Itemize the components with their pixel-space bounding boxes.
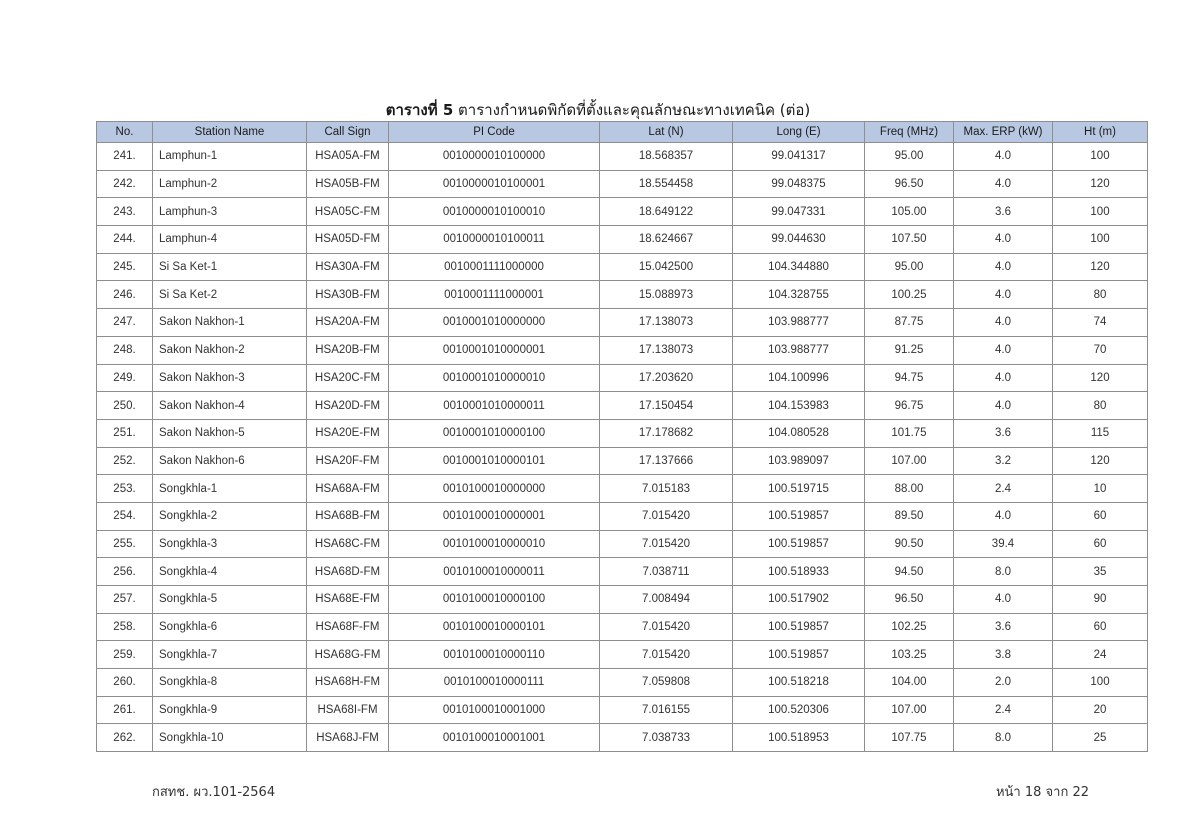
cell-long: 104.344880 bbox=[733, 253, 865, 281]
cell-lat: 7.038733 bbox=[600, 724, 733, 752]
cell-pi-code: 0010100010000100 bbox=[389, 586, 600, 614]
cell-no: 241. bbox=[97, 143, 153, 171]
cell-max-erp: 4.0 bbox=[954, 364, 1053, 392]
cell-station-name: Songkhla-7 bbox=[153, 641, 307, 669]
cell-freq: 94.75 bbox=[865, 364, 954, 392]
cell-no: 243. bbox=[97, 198, 153, 226]
cell-max-erp: 39.4 bbox=[954, 530, 1053, 558]
cell-height: 60 bbox=[1053, 530, 1148, 558]
cell-pi-code: 0010100010001001 bbox=[389, 724, 600, 752]
cell-height: 120 bbox=[1053, 170, 1148, 198]
cell-no: 246. bbox=[97, 281, 153, 309]
cell-long: 104.100996 bbox=[733, 364, 865, 392]
cell-max-erp: 3.6 bbox=[954, 419, 1053, 447]
cell-call-sign: HSA68H-FM bbox=[307, 669, 389, 697]
cell-no: 245. bbox=[97, 253, 153, 281]
cell-long: 104.328755 bbox=[733, 281, 865, 309]
cell-station-name: Sakon Nakhon-5 bbox=[153, 419, 307, 447]
cell-pi-code: 0010000010100001 bbox=[389, 170, 600, 198]
cell-max-erp: 4.0 bbox=[954, 586, 1053, 614]
cell-call-sign: HSA20B-FM bbox=[307, 336, 389, 364]
cell-lat: 17.138073 bbox=[600, 336, 733, 364]
cell-pi-code: 0010100010000111 bbox=[389, 669, 600, 697]
table-row bbox=[97, 558, 1148, 586]
table-row bbox=[97, 364, 1148, 392]
table-row bbox=[97, 447, 1148, 475]
cell-long: 100.518933 bbox=[733, 558, 865, 586]
cell-lat: 7.038711 bbox=[600, 558, 733, 586]
cell-no: 257. bbox=[97, 586, 153, 614]
cell-pi-code: 0010100010000101 bbox=[389, 613, 600, 641]
cell-no: 252. bbox=[97, 447, 153, 475]
table-row bbox=[97, 170, 1148, 198]
table-row bbox=[97, 696, 1148, 724]
cell-height: 60 bbox=[1053, 613, 1148, 641]
cell-max-erp: 3.6 bbox=[954, 198, 1053, 226]
cell-freq: 96.50 bbox=[865, 586, 954, 614]
cell-freq: 101.75 bbox=[865, 419, 954, 447]
cell-pi-code: 0010000010100000 bbox=[389, 143, 600, 171]
table-body bbox=[97, 143, 1148, 752]
col-header-height: Ht (m) bbox=[1053, 122, 1148, 143]
cell-station-name: Songkhla-2 bbox=[153, 502, 307, 530]
cell-freq: 96.75 bbox=[865, 392, 954, 420]
cell-lat: 7.015420 bbox=[600, 502, 733, 530]
table-header-row bbox=[97, 122, 1148, 143]
cell-long: 99.048375 bbox=[733, 170, 865, 198]
table-row bbox=[97, 613, 1148, 641]
cell-lat: 7.016155 bbox=[600, 696, 733, 724]
cell-no: 256. bbox=[97, 558, 153, 586]
cell-long: 99.044630 bbox=[733, 226, 865, 254]
cell-max-erp: 2.0 bbox=[954, 669, 1053, 697]
cell-long: 99.041317 bbox=[733, 143, 865, 171]
cell-station-name: Lamphun-4 bbox=[153, 226, 307, 254]
table-row bbox=[97, 143, 1148, 171]
cell-pi-code: 0010001010000000 bbox=[389, 309, 600, 337]
cell-height: 100 bbox=[1053, 669, 1148, 697]
cell-max-erp: 4.0 bbox=[954, 281, 1053, 309]
cell-station-name: Si Sa Ket-1 bbox=[153, 253, 307, 281]
cell-height: 80 bbox=[1053, 392, 1148, 420]
table-row bbox=[97, 198, 1148, 226]
table-row bbox=[97, 226, 1148, 254]
cell-max-erp: 8.0 bbox=[954, 558, 1053, 586]
cell-lat: 18.649122 bbox=[600, 198, 733, 226]
cell-no: 259. bbox=[97, 641, 153, 669]
cell-height: 74 bbox=[1053, 309, 1148, 337]
document-code: กสทช. ผว.101-2564 bbox=[152, 785, 276, 800]
cell-freq: 89.50 bbox=[865, 502, 954, 530]
cell-pi-code: 0010100010001000 bbox=[389, 696, 600, 724]
cell-max-erp: 2.4 bbox=[954, 696, 1053, 724]
cell-call-sign: HSA05A-FM bbox=[307, 143, 389, 171]
cell-height: 35 bbox=[1053, 558, 1148, 586]
cell-call-sign: HSA20A-FM bbox=[307, 309, 389, 337]
cell-pi-code: 0010001111000001 bbox=[389, 281, 600, 309]
col-header-pi-code: PI Code bbox=[389, 122, 600, 143]
cell-long: 103.989097 bbox=[733, 447, 865, 475]
cell-lat: 18.624667 bbox=[600, 226, 733, 254]
table-row bbox=[97, 530, 1148, 558]
cell-call-sign: HSA05B-FM bbox=[307, 170, 389, 198]
cell-freq: 105.00 bbox=[865, 198, 954, 226]
cell-height: 120 bbox=[1053, 447, 1148, 475]
cell-lat: 7.015420 bbox=[600, 613, 733, 641]
cell-freq: 90.50 bbox=[865, 530, 954, 558]
cell-call-sign: HSA68A-FM bbox=[307, 475, 389, 503]
cell-station-name: Songkhla-4 bbox=[153, 558, 307, 586]
cell-long: 100.520306 bbox=[733, 696, 865, 724]
cell-station-name: Lamphun-3 bbox=[153, 198, 307, 226]
cell-lat: 17.137666 bbox=[600, 447, 733, 475]
cell-long: 100.518953 bbox=[733, 724, 865, 752]
cell-pi-code: 0010100010000110 bbox=[389, 641, 600, 669]
cell-lat: 15.088973 bbox=[600, 281, 733, 309]
table-row bbox=[97, 253, 1148, 281]
cell-freq: 100.25 bbox=[865, 281, 954, 309]
table-row bbox=[97, 392, 1148, 420]
cell-pi-code: 0010001010000101 bbox=[389, 447, 600, 475]
cell-max-erp: 4.0 bbox=[954, 143, 1053, 171]
cell-height: 24 bbox=[1053, 641, 1148, 669]
table-row bbox=[97, 724, 1148, 752]
cell-station-name: Lamphun-2 bbox=[153, 170, 307, 198]
cell-freq: 107.00 bbox=[865, 447, 954, 475]
cell-height: 70 bbox=[1053, 336, 1148, 364]
cell-lat: 17.178682 bbox=[600, 419, 733, 447]
page-number: หน้า 18 จาก 22 bbox=[995, 785, 1089, 800]
cell-max-erp: 3.6 bbox=[954, 613, 1053, 641]
cell-freq: 107.00 bbox=[865, 696, 954, 724]
cell-height: 20 bbox=[1053, 696, 1148, 724]
table-caption-number: ตารางที่ 5 bbox=[385, 101, 454, 119]
cell-freq: 91.25 bbox=[865, 336, 954, 364]
cell-no: 249. bbox=[97, 364, 153, 392]
cell-freq: 94.50 bbox=[865, 558, 954, 586]
cell-max-erp: 4.0 bbox=[954, 226, 1053, 254]
station-table bbox=[96, 121, 1148, 752]
col-header-lat: Lat (N) bbox=[600, 122, 733, 143]
cell-station-name: Si Sa Ket-2 bbox=[153, 281, 307, 309]
cell-long: 100.519857 bbox=[733, 502, 865, 530]
cell-call-sign: HSA68I-FM bbox=[307, 696, 389, 724]
cell-station-name: Songkhla-1 bbox=[153, 475, 307, 503]
cell-lat: 7.008494 bbox=[600, 586, 733, 614]
cell-pi-code: 0010000010100010 bbox=[389, 198, 600, 226]
cell-station-name: Songkhla-6 bbox=[153, 613, 307, 641]
cell-station-name: Sakon Nakhon-3 bbox=[153, 364, 307, 392]
cell-no: 260. bbox=[97, 669, 153, 697]
cell-lat: 7.015420 bbox=[600, 641, 733, 669]
cell-max-erp: 4.0 bbox=[954, 170, 1053, 198]
cell-station-name: Songkhla-10 bbox=[153, 724, 307, 752]
cell-station-name: Sakon Nakhon-1 bbox=[153, 309, 307, 337]
cell-freq: 96.50 bbox=[865, 170, 954, 198]
cell-station-name: Sakon Nakhon-4 bbox=[153, 392, 307, 420]
cell-height: 90 bbox=[1053, 586, 1148, 614]
cell-station-name: Songkhla-5 bbox=[153, 586, 307, 614]
cell-station-name: Songkhla-8 bbox=[153, 669, 307, 697]
table-caption-text: ตารางกำหนดพิกัดที่ตั้งและคุณลักษณะทางเทคนิค (ต่อ) bbox=[453, 101, 811, 119]
cell-pi-code: 0010100010000010 bbox=[389, 530, 600, 558]
cell-lat: 17.150454 bbox=[600, 392, 733, 420]
cell-max-erp: 4.0 bbox=[954, 253, 1053, 281]
cell-no: 255. bbox=[97, 530, 153, 558]
cell-no: 244. bbox=[97, 226, 153, 254]
cell-no: 251. bbox=[97, 419, 153, 447]
cell-call-sign: HSA68C-FM bbox=[307, 530, 389, 558]
table-row bbox=[97, 502, 1148, 530]
col-header-long: Long (E) bbox=[733, 122, 865, 143]
cell-height: 115 bbox=[1053, 419, 1148, 447]
cell-lat: 17.203620 bbox=[600, 364, 733, 392]
cell-lat: 18.554458 bbox=[600, 170, 733, 198]
cell-height: 10 bbox=[1053, 475, 1148, 503]
cell-no: 253. bbox=[97, 475, 153, 503]
cell-freq: 104.00 bbox=[865, 669, 954, 697]
cell-station-name: Songkhla-9 bbox=[153, 696, 307, 724]
cell-height: 100 bbox=[1053, 226, 1148, 254]
cell-call-sign: HSA05D-FM bbox=[307, 226, 389, 254]
cell-max-erp: 4.0 bbox=[954, 309, 1053, 337]
cell-lat: 15.042500 bbox=[600, 253, 733, 281]
cell-max-erp: 4.0 bbox=[954, 392, 1053, 420]
cell-long: 100.517902 bbox=[733, 586, 865, 614]
cell-long: 103.988777 bbox=[733, 336, 865, 364]
cell-pi-code: 0010100010000001 bbox=[389, 502, 600, 530]
cell-long: 100.519857 bbox=[733, 641, 865, 669]
col-header-no: No. bbox=[97, 122, 153, 143]
col-header-call-sign: Call Sign bbox=[307, 122, 389, 143]
table-row bbox=[97, 309, 1148, 337]
table-row bbox=[97, 586, 1148, 614]
cell-call-sign: HSA20D-FM bbox=[307, 392, 389, 420]
cell-freq: 107.50 bbox=[865, 226, 954, 254]
cell-no: 248. bbox=[97, 336, 153, 364]
cell-no: 262. bbox=[97, 724, 153, 752]
cell-pi-code: 0010001010000010 bbox=[389, 364, 600, 392]
cell-station-name: Sakon Nakhon-2 bbox=[153, 336, 307, 364]
cell-freq: 95.00 bbox=[865, 253, 954, 281]
cell-max-erp: 3.8 bbox=[954, 641, 1053, 669]
cell-no: 258. bbox=[97, 613, 153, 641]
cell-lat: 18.568357 bbox=[600, 143, 733, 171]
cell-freq: 87.75 bbox=[865, 309, 954, 337]
cell-station-name: Sakon Nakhon-6 bbox=[153, 447, 307, 475]
cell-height: 80 bbox=[1053, 281, 1148, 309]
cell-freq: 107.75 bbox=[865, 724, 954, 752]
col-header-freq: Freq (MHz) bbox=[865, 122, 954, 143]
cell-max-erp: 3.2 bbox=[954, 447, 1053, 475]
cell-pi-code: 0010100010000011 bbox=[389, 558, 600, 586]
cell-pi-code: 0010100010000000 bbox=[389, 475, 600, 503]
cell-pi-code: 0010000010100011 bbox=[389, 226, 600, 254]
cell-height: 25 bbox=[1053, 724, 1148, 752]
cell-no: 242. bbox=[97, 170, 153, 198]
cell-long: 104.153983 bbox=[733, 392, 865, 420]
cell-call-sign: HSA68D-FM bbox=[307, 558, 389, 586]
cell-no: 254. bbox=[97, 502, 153, 530]
cell-call-sign: HSA05C-FM bbox=[307, 198, 389, 226]
cell-max-erp: 8.0 bbox=[954, 724, 1053, 752]
col-header-max-erp: Max. ERP (kW) bbox=[954, 122, 1053, 143]
cell-long: 103.988777 bbox=[733, 309, 865, 337]
cell-pi-code: 0010001111000000 bbox=[389, 253, 600, 281]
cell-lat: 17.138073 bbox=[600, 309, 733, 337]
cell-pi-code: 0010001010000011 bbox=[389, 392, 600, 420]
cell-call-sign: HSA68E-FM bbox=[307, 586, 389, 614]
cell-station-name: Songkhla-3 bbox=[153, 530, 307, 558]
table-row bbox=[97, 336, 1148, 364]
cell-height: 120 bbox=[1053, 253, 1148, 281]
cell-long: 99.047331 bbox=[733, 198, 865, 226]
cell-max-erp: 4.0 bbox=[954, 502, 1053, 530]
cell-lat: 7.059808 bbox=[600, 669, 733, 697]
cell-max-erp: 4.0 bbox=[954, 336, 1053, 364]
cell-pi-code: 0010001010000100 bbox=[389, 419, 600, 447]
cell-freq: 95.00 bbox=[865, 143, 954, 171]
cell-call-sign: HSA20E-FM bbox=[307, 419, 389, 447]
cell-max-erp: 2.4 bbox=[954, 475, 1053, 503]
cell-no: 261. bbox=[97, 696, 153, 724]
cell-freq: 88.00 bbox=[865, 475, 954, 503]
cell-no: 247. bbox=[97, 309, 153, 337]
cell-long: 100.519857 bbox=[733, 613, 865, 641]
cell-height: 100 bbox=[1053, 143, 1148, 171]
cell-pi-code: 0010001010000001 bbox=[389, 336, 600, 364]
table-row bbox=[97, 641, 1148, 669]
table-row bbox=[97, 419, 1148, 447]
cell-lat: 7.015183 bbox=[600, 475, 733, 503]
cell-height: 100 bbox=[1053, 198, 1148, 226]
col-header-station-name: Station Name bbox=[153, 122, 307, 143]
cell-call-sign: HSA68J-FM bbox=[307, 724, 389, 752]
cell-long: 100.519715 bbox=[733, 475, 865, 503]
cell-freq: 102.25 bbox=[865, 613, 954, 641]
table-row bbox=[97, 281, 1148, 309]
cell-no: 250. bbox=[97, 392, 153, 420]
cell-call-sign: HSA68G-FM bbox=[307, 641, 389, 669]
cell-freq: 103.25 bbox=[865, 641, 954, 669]
cell-call-sign: HSA68B-FM bbox=[307, 502, 389, 530]
cell-call-sign: HSA20C-FM bbox=[307, 364, 389, 392]
cell-call-sign: HSA30A-FM bbox=[307, 253, 389, 281]
table-row bbox=[97, 475, 1148, 503]
cell-long: 104.080528 bbox=[733, 419, 865, 447]
cell-long: 100.518218 bbox=[733, 669, 865, 697]
cell-call-sign: HSA20F-FM bbox=[307, 447, 389, 475]
table-caption bbox=[0, 98, 1196, 122]
cell-call-sign: HSA68F-FM bbox=[307, 613, 389, 641]
cell-call-sign: HSA30B-FM bbox=[307, 281, 389, 309]
cell-lat: 7.015420 bbox=[600, 530, 733, 558]
cell-long: 100.519857 bbox=[733, 530, 865, 558]
cell-station-name: Lamphun-1 bbox=[153, 143, 307, 171]
table-row bbox=[97, 669, 1148, 697]
cell-height: 60 bbox=[1053, 502, 1148, 530]
cell-height: 120 bbox=[1053, 364, 1148, 392]
